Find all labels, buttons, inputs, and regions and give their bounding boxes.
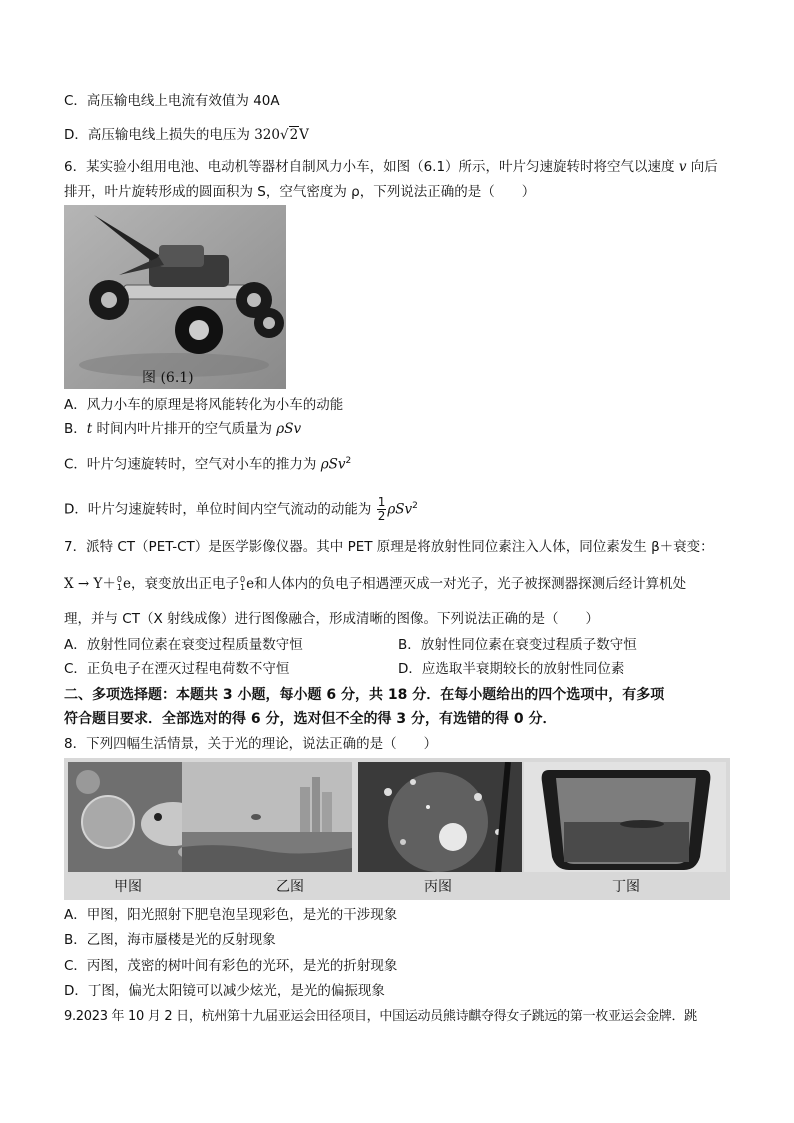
section2-heading-line2: 符合题目要求．全部选对的得 6 分，选对但不全的得 3 分，有选错的得 0 分． <box>64 711 557 727</box>
figure-leaves-halo <box>358 762 522 872</box>
figure-caption-jia: 甲图 <box>114 879 142 895</box>
q8-figure-strip <box>64 758 730 900</box>
q6-option-a: A．风力小车的原理是将风能转化为小车的动能 <box>64 397 344 413</box>
figure-caption-bing: 丙图 <box>424 879 452 895</box>
q7-stem-line3: 理，并与 CT（X 射线成像）进行图像融合，形成清晰的图像。下列说法正确的是（ ） <box>64 611 600 627</box>
q6-figure-wind-car <box>64 205 286 389</box>
q8-option-c: C．丙图，茂密的树叶间有彩色的光环，是光的折射现象 <box>64 958 398 974</box>
figure-caption-ding: 丁图 <box>612 879 640 895</box>
q8-stem: 8．下列四幅生活情景，关于光的理论，说法正确的是（ ） <box>64 736 438 752</box>
q7-stem-line2: X → Y＋ 0 1 e，衰变放出正电子 0 1 e和人体内的负电子相遇湮灭成一对光子，光子被探测器探测后经计算机处 <box>64 575 687 592</box>
figure-polarized-sunglasses <box>524 762 726 872</box>
q6-option-b: B．t 时间内叶片排开的空气质量为 ρSv <box>64 421 302 437</box>
wind-car-illustration <box>64 205 286 389</box>
q5-option-d: D．高压输电线上损失的电压为 320√2V <box>64 127 309 143</box>
q6-option-d: D．叶片匀速旋转时，单位时间内空气流动的动能为 $\frac{1}{2}$ ρSv$^2$ <box>64 495 418 523</box>
q6-stem-line1: 6．某实验小组用电池、电动机等器材自制风力小车，如图（6.1）所示，叶片匀速旋转时将空气以速度 v 向后 <box>64 159 718 175</box>
q7-stem-line1: 7．派特 CT（PET-CT）是医学影像仪器。其中 PET 原理是将放射性同位素注入人体，同位素发生 β＋衰变： <box>64 539 714 555</box>
q7-option-d: D．应选取半衰期较长的放射性同位素 <box>398 661 625 677</box>
q6-figure-caption: 图 (6.1) <box>142 370 194 386</box>
figure-caption-yi: 乙图 <box>276 879 304 895</box>
q5-option-c: C．高压输电线上电流有效值为 40A <box>64 93 280 109</box>
q7-option-b: B．放射性同位素在衰变过程质子数守恒 <box>398 637 637 653</box>
q7-option-a: A．放射性同位素在衰变过程质量数守恒 <box>64 637 303 653</box>
q8-option-b: B．乙图，海市蜃楼是光的反射现象 <box>64 932 276 948</box>
q6-option-c: C．叶片匀速旋转时，空气对小车的推力为 ρSv$^2$ <box>64 456 352 473</box>
q6-stem-line2: 排开，叶片旋转形成的圆面积为 S，空气密度为 ρ，下列说法正确的是（ ） <box>64 184 536 200</box>
q8-option-d: D．丁图，偏光太阳镜可以减少炫光，是光的偏振现象 <box>64 983 385 999</box>
figure-mirage <box>182 762 352 872</box>
q8-option-a: A．甲图，阳光照射下肥皂泡呈现彩色，是光的干涉现象 <box>64 907 398 923</box>
q9-stem: 9.2023 年 10 月 2 日，杭州第十九届亚运会田径项目，中国运动员熊诗麒夺得女子跳远的第一枚亚运会金牌．跳 <box>64 1009 697 1024</box>
q7-option-c: C．正负电子在湮灭过程电荷数不守恒 <box>64 661 290 677</box>
section2-heading-line1: 二、多项选择题：本题共 3 小题，每小题 6 分，共 18 分．在每小题给出的四个选项中，有多项 <box>64 687 665 703</box>
